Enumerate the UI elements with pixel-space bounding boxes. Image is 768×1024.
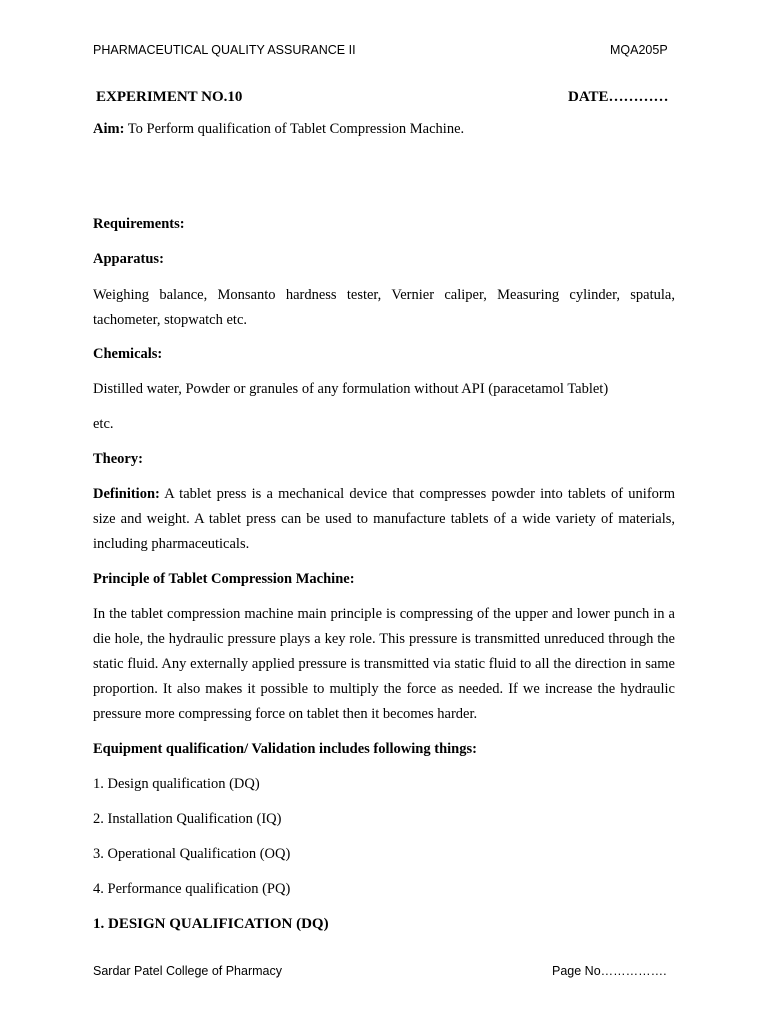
date-field: DATE………… bbox=[568, 89, 669, 105]
experiment-title: EXPERIMENT NO.10 bbox=[96, 89, 243, 105]
footer-college: Sardar Patel College of Pharmacy bbox=[93, 964, 282, 978]
design-qualification-heading: 1. DESIGN QUALIFICATION (DQ) bbox=[93, 916, 329, 932]
definition-label: Definition: bbox=[93, 486, 160, 502]
aim-text: To Perform qualification of Tablet Compression Machine. bbox=[124, 121, 465, 137]
requirements-heading: Requirements: bbox=[93, 216, 185, 232]
title-row bbox=[96, 85, 672, 110]
definition-paragraph bbox=[93, 482, 675, 557]
principle-heading: Principle of Tablet Compression Machine: bbox=[93, 571, 355, 587]
aim-label: Aim: bbox=[93, 121, 125, 137]
apparatus-heading: Apparatus: bbox=[93, 251, 164, 267]
theory-heading: Theory: bbox=[93, 451, 143, 467]
principle-text: In the tablet compression machine main principle is compressing of the upper and lower punch in a die hole, the hydraulic pressure plays a key role. This pressure is transmitted unreduced through the static fluid. Any externally applied pressure is transmitted via static fluid to all the direction in same proportion. It also makes it possible to multiply the force as needed. If we increase the hydraulic pressure more compressing force on tablet then it becomes harder. bbox=[93, 606, 675, 722]
qualification-item-dq: 1. Design qualification (DQ) bbox=[93, 776, 260, 792]
qualification-item-oq: 3. Operational Qualification (OQ) bbox=[93, 846, 291, 862]
chemicals-etc: etc. bbox=[93, 416, 114, 432]
qualification-item-iq: 2. Installation Qualification (IQ) bbox=[93, 811, 282, 827]
chemicals-heading: Chemicals: bbox=[93, 346, 163, 362]
qualification-heading: Equipment qualification/ Validation includes following things: bbox=[93, 741, 477, 757]
qualification-item-pq: 4. Performance qualification (PQ) bbox=[93, 881, 291, 897]
footer-page-number: Page No……………. bbox=[552, 964, 667, 978]
chemicals-text: Distilled water, Powder or granules of any formulation without API (paracetamol Tablet) bbox=[93, 381, 609, 397]
definition-text: A tablet press is a mechanical device that compresses powder into tablets of uniform size and weight. A tablet press can be used to manufacture tablets of a wide variety of materials, including pharmaceuticals. bbox=[93, 486, 675, 552]
apparatus-text: Weighing balance, Monsanto hardness tester, Vernier caliper, Measuring cylinder, spatula, tachometer, stopwatch etc. bbox=[93, 287, 675, 328]
aim-paragraph bbox=[93, 117, 675, 142]
header-code: MQA205P bbox=[610, 43, 668, 57]
header-course: PHARMACEUTICAL QUALITY ASSURANCE II bbox=[93, 43, 356, 57]
